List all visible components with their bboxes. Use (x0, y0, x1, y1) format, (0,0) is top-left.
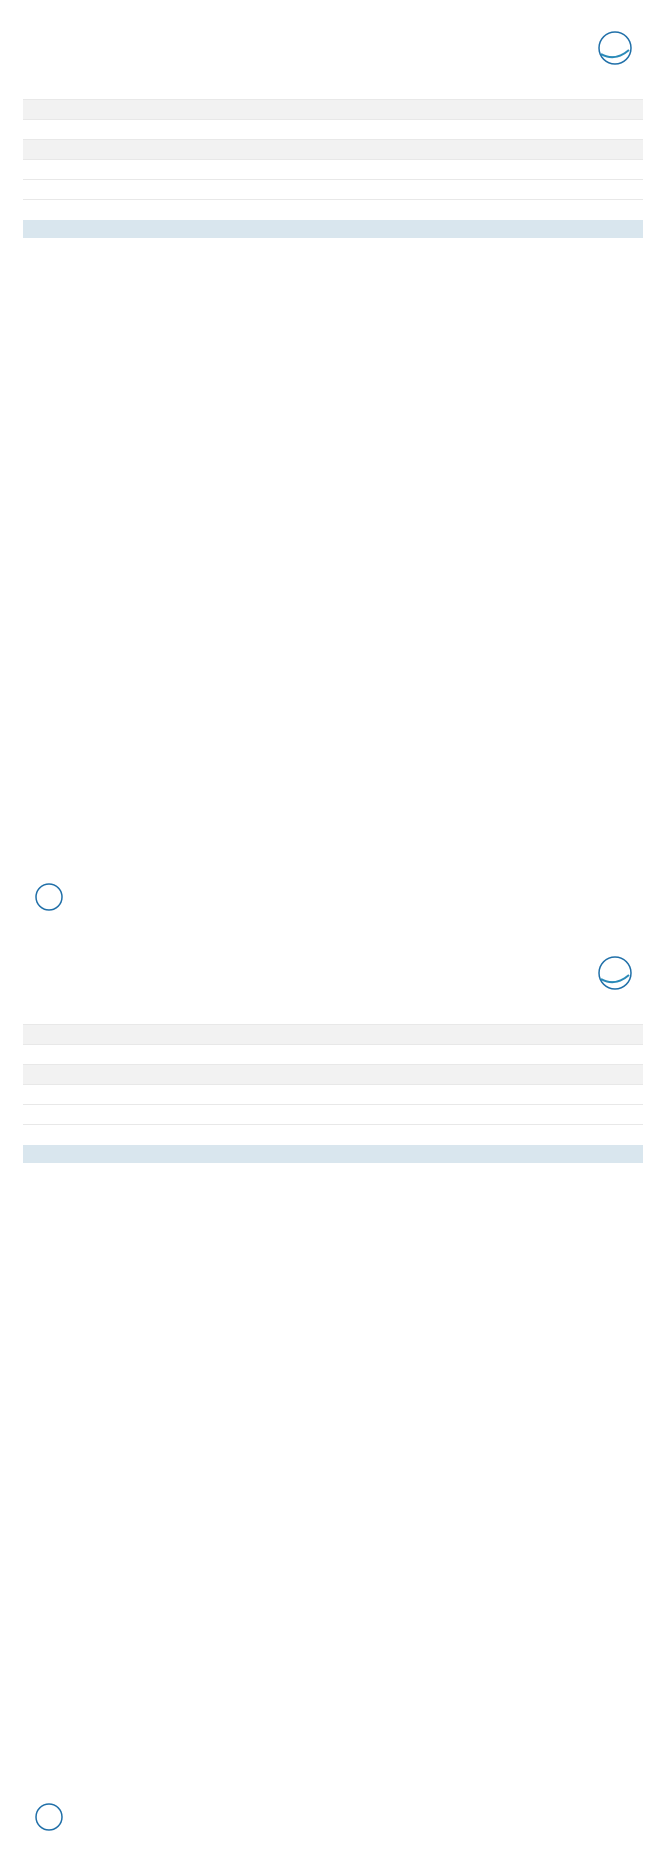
info-row (23, 1005, 643, 1025)
info-row (23, 1065, 643, 1085)
specimen-row (23, 180, 643, 200)
report-page-2 (0, 925, 655, 1850)
info-row (23, 140, 643, 160)
results-table (23, 220, 643, 238)
table-header (23, 1145, 643, 1163)
info-row (23, 160, 643, 180)
patient-info (23, 1005, 643, 1125)
patient-info (23, 80, 643, 200)
results-table (23, 1145, 643, 1163)
table-header (23, 220, 643, 238)
sml-logo-icon (34, 1802, 64, 1832)
info-row (23, 120, 643, 140)
info-row (23, 1025, 643, 1045)
footer-logo (34, 1798, 144, 1838)
specimen-row (23, 1105, 643, 1125)
info-row (23, 80, 643, 100)
footer-logo (34, 878, 144, 918)
sml-logo-icon (597, 955, 633, 991)
sml-logo-icon (34, 882, 64, 912)
sml-logo-icon (597, 30, 633, 66)
info-row (23, 100, 643, 120)
info-row (23, 1085, 643, 1105)
info-row (23, 1045, 643, 1065)
